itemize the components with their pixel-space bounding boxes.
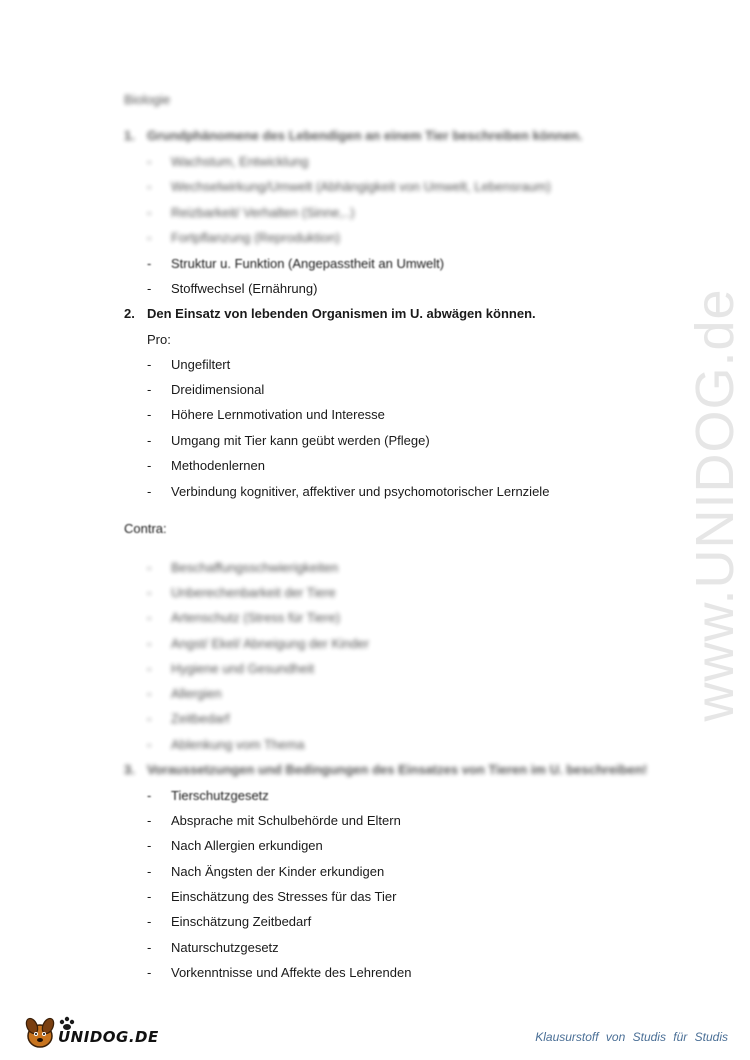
dash: - [147, 585, 152, 600]
list-item-text: Tierschutzgesetz [171, 788, 269, 803]
list-item-text: Stoffwechsel (Ernährung) [171, 281, 318, 296]
list-item-text: Einschätzung Zeitbedarf [171, 914, 312, 929]
dash: - [147, 256, 152, 271]
dash: - [147, 737, 152, 752]
dash: - [147, 813, 152, 828]
watermark-text: www.UNIDOG.de [685, 288, 745, 722]
section-1-title: Grundphänomene des Lebendigen an einem Tier beschreiben können. [147, 128, 583, 143]
list-item-text: Beschaffungsschwierigkeiten [171, 560, 339, 575]
dash: - [147, 686, 152, 701]
dash: - [147, 407, 152, 422]
dash: - [147, 711, 152, 726]
list-item-text: Nach Allergien erkundigen [171, 838, 323, 853]
section-3-title: Voraussetzungen und Bedingungen des Einsatzes von Tieren im U. beschreiben! [147, 762, 648, 777]
dash: - [147, 661, 152, 676]
list-item-text: Vorkenntnisse und Affekte des Lehrenden [171, 965, 412, 980]
contra-label: Contra: [124, 521, 167, 536]
list-item-text: Artenschutz (Stress für Tiere) [171, 610, 341, 625]
list-item-text: Allergien [171, 686, 222, 701]
dash: - [147, 382, 152, 397]
list-item-text: Dreidimensional [171, 382, 265, 397]
list-item-text: Ungefiltert [171, 357, 231, 372]
subject-label: Biologie [124, 92, 171, 107]
list-item-text: Wechselwirkung/Umwelt (Abhängigkeit von Umwelt, Lebensraum) [171, 179, 551, 194]
list-item-text: Naturschutzgesetz [171, 940, 279, 955]
list-item-text: Methodenlernen [171, 458, 265, 473]
dash: - [147, 610, 152, 625]
dash: - [147, 864, 152, 879]
list-item-text: Absprache mit Schulbehörde und Eltern [171, 813, 401, 828]
dash: - [147, 838, 152, 853]
section-3-number: 3. [124, 762, 135, 777]
logo-text: UNIDOG.DE [58, 1028, 159, 1046]
list-item-text: Ablenkung vom Thema [171, 737, 305, 752]
list-item-text: Einschätzung des Stresses für das Tier [171, 889, 397, 904]
list-item-text: Fortpflanzung (Reproduktion) [171, 230, 341, 245]
dash: - [147, 357, 152, 372]
list-item-text: Höhere Lernmotivation und Interesse [171, 407, 385, 422]
pro-label: Pro: [147, 332, 171, 347]
dash: - [147, 281, 152, 296]
list-item-text: Wachstum, Entwicklung [171, 154, 309, 169]
dash: - [147, 914, 152, 929]
list-item-text: Hygiene und Gesundheit [171, 661, 315, 676]
dash: - [147, 788, 152, 803]
dash: - [147, 433, 152, 448]
dash: - [147, 889, 152, 904]
dash: - [147, 230, 152, 245]
list-item-text: Unberechenbarkeit der Tiere [171, 585, 336, 600]
dash: - [147, 560, 152, 575]
list-item-text: Verbindung kognitiver, affektiver und psychomotorischer Lernziele [171, 484, 550, 499]
list-item-text: Reizbarkeit/ Verhalten (Sinne,..) [171, 205, 355, 220]
dash: - [147, 205, 152, 220]
dash: - [147, 636, 152, 651]
list-item-text: Angst/ Ekel/ Abneigung der Kinder [171, 636, 370, 651]
dash: - [147, 458, 152, 473]
dash: - [147, 965, 152, 980]
dash: - [147, 179, 152, 194]
section-1-number: 1. [124, 128, 135, 143]
list-item-text: Nach Ängsten der Kinder erkundigen [171, 864, 385, 879]
section-2-number: 2. [124, 306, 135, 321]
dash: - [147, 940, 152, 955]
list-item-text: Struktur u. Funktion (Angepasstheit an Umwelt) [171, 256, 445, 271]
footer-tagline: Klausurstoff von Studis für Studis [535, 1030, 728, 1044]
list-item-text: Umgang mit Tier kann geübt werden (Pflege) [171, 433, 430, 448]
section-2-title: Den Einsatz von lebenden Organismen im U. abwägen können. [147, 306, 536, 321]
dash: - [147, 154, 152, 169]
list-item-text: Zeitbedarf [171, 711, 230, 726]
dash: - [147, 484, 152, 499]
